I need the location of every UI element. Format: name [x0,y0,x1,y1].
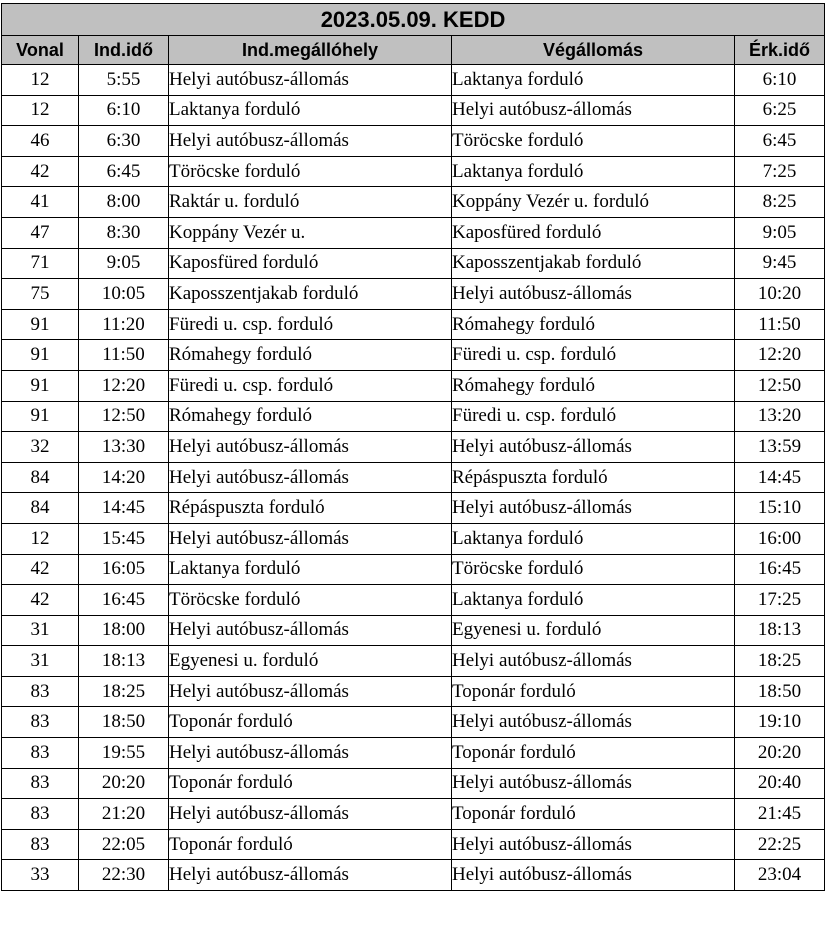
departure-stop-cell: Toponár forduló [169,768,452,799]
line-cell: 91 [2,309,79,340]
departure-time-cell: 14:45 [79,493,169,524]
line-cell: 42 [2,156,79,187]
line-cell: 31 [2,615,79,646]
table-row [2,554,825,585]
departure-time-cell: 14:20 [79,462,169,493]
departure-stop-cell: Helyi autóbusz-állomás [169,738,452,769]
line-cell: 71 [2,248,79,279]
departure-stop-cell: Helyi autóbusz-állomás [169,523,452,554]
column-header-terminus: Végállomás [452,36,735,65]
terminus-cell: Rómahegy forduló [452,309,735,340]
departure-time-cell: 6:45 [79,156,169,187]
table-row [2,615,825,646]
table-row [2,646,825,677]
departure-stop-cell: Toponár forduló [169,829,452,860]
departure-time-cell: 13:30 [79,432,169,463]
terminus-cell: Laktanya forduló [452,65,735,96]
departure-stop-cell: Répáspuszta forduló [169,493,452,524]
table-row [2,279,825,310]
terminus-cell: Töröcske forduló [452,554,735,585]
arrival-time-cell: 9:05 [735,217,825,248]
header-row [2,36,825,65]
terminus-cell: Rómahegy forduló [452,370,735,401]
departure-time-cell: 11:50 [79,340,169,371]
departure-stop-cell: Töröcske forduló [169,156,452,187]
departure-time-cell: 12:50 [79,401,169,432]
timetable [1,3,825,891]
terminus-cell: Toponár forduló [452,799,735,830]
arrival-time-cell: 16:45 [735,554,825,585]
line-cell: 84 [2,462,79,493]
table-row [2,340,825,371]
table-row [2,829,825,860]
terminus-cell: Helyi autóbusz-állomás [452,768,735,799]
line-cell: 83 [2,799,79,830]
departure-time-cell: 9:05 [79,248,169,279]
timetable-body [2,65,825,891]
departure-time-cell: 11:20 [79,309,169,340]
table-row [2,187,825,218]
column-header-arrival-time: Érk.idő [735,36,825,65]
departure-time-cell: 5:55 [79,65,169,96]
departure-time-cell: 19:55 [79,738,169,769]
departure-stop-cell: Rómahegy forduló [169,401,452,432]
line-cell: 42 [2,554,79,585]
table-row [2,370,825,401]
line-cell: 41 [2,187,79,218]
terminus-cell: Toponár forduló [452,738,735,769]
terminus-cell: Helyi autóbusz-állomás [452,860,735,891]
terminus-cell: Laktanya forduló [452,156,735,187]
departure-stop-cell: Kaposszentjakab forduló [169,279,452,310]
departure-time-cell: 8:00 [79,187,169,218]
arrival-time-cell: 20:40 [735,768,825,799]
column-header-line: Vonal [2,36,79,65]
line-cell: 31 [2,646,79,677]
departure-time-cell: 18:13 [79,646,169,677]
line-cell: 91 [2,401,79,432]
page-title: 2023.05.09. KEDD [2,4,825,36]
terminus-cell: Répáspuszta forduló [452,462,735,493]
departure-time-cell: 16:45 [79,585,169,616]
arrival-time-cell: 18:25 [735,646,825,677]
departure-stop-cell: Helyi autóbusz-állomás [169,860,452,891]
line-cell: 83 [2,676,79,707]
arrival-time-cell: 19:10 [735,707,825,738]
terminus-cell: Helyi autóbusz-állomás [452,707,735,738]
departure-stop-cell: Helyi autóbusz-állomás [169,65,452,96]
line-cell: 12 [2,523,79,554]
line-cell: 91 [2,370,79,401]
table-row [2,799,825,830]
arrival-time-cell: 20:20 [735,738,825,769]
arrival-time-cell: 12:20 [735,340,825,371]
terminus-cell: Laktanya forduló [452,523,735,554]
arrival-time-cell: 9:45 [735,248,825,279]
arrival-time-cell: 15:10 [735,493,825,524]
table-row [2,401,825,432]
departure-stop-cell: Helyi autóbusz-állomás [169,126,452,157]
departure-time-cell: 22:30 [79,860,169,891]
terminus-cell: Helyi autóbusz-állomás [452,646,735,677]
arrival-time-cell: 18:50 [735,676,825,707]
table-row [2,217,825,248]
table-row [2,493,825,524]
arrival-time-cell: 13:20 [735,401,825,432]
line-cell: 47 [2,217,79,248]
departure-time-cell: 6:30 [79,126,169,157]
line-cell: 42 [2,585,79,616]
line-cell: 91 [2,340,79,371]
terminus-cell: Füredi u. csp. forduló [452,401,735,432]
terminus-cell: Helyi autóbusz-állomás [452,829,735,860]
line-cell: 46 [2,126,79,157]
arrival-time-cell: 18:13 [735,615,825,646]
terminus-cell: Kaposfüred forduló [452,217,735,248]
arrival-time-cell: 21:45 [735,799,825,830]
table-row [2,309,825,340]
arrival-time-cell: 22:25 [735,829,825,860]
arrival-time-cell: 7:25 [735,156,825,187]
terminus-cell: Füredi u. csp. forduló [452,340,735,371]
arrival-time-cell: 6:25 [735,95,825,126]
table-row [2,95,825,126]
terminus-cell: Helyi autóbusz-állomás [452,95,735,126]
table-row [2,768,825,799]
arrival-time-cell: 23:04 [735,860,825,891]
arrival-time-cell: 6:45 [735,126,825,157]
line-cell: 83 [2,738,79,769]
departure-time-cell: 18:00 [79,615,169,646]
table-row [2,432,825,463]
departure-time-cell: 12:20 [79,370,169,401]
terminus-cell: Laktanya forduló [452,585,735,616]
line-cell: 12 [2,65,79,96]
departure-stop-cell: Koppány Vezér u. [169,217,452,248]
departure-stop-cell: Laktanya forduló [169,554,452,585]
terminus-cell: Egyenesi u. forduló [452,615,735,646]
arrival-time-cell: 11:50 [735,309,825,340]
departure-time-cell: 18:50 [79,707,169,738]
departure-stop-cell: Toponár forduló [169,707,452,738]
departure-stop-cell: Helyi autóbusz-állomás [169,799,452,830]
line-cell: 75 [2,279,79,310]
table-row [2,126,825,157]
departure-stop-cell: Rómahegy forduló [169,340,452,371]
terminus-cell: Helyi autóbusz-állomás [452,493,735,524]
line-cell: 32 [2,432,79,463]
line-cell: 83 [2,707,79,738]
table-row [2,738,825,769]
departure-stop-cell: Laktanya forduló [169,95,452,126]
table-row [2,707,825,738]
arrival-time-cell: 16:00 [735,523,825,554]
table-row [2,676,825,707]
arrival-time-cell: 10:20 [735,279,825,310]
departure-time-cell: 18:25 [79,676,169,707]
arrival-time-cell: 6:10 [735,65,825,96]
arrival-time-cell: 8:25 [735,187,825,218]
departure-time-cell: 8:30 [79,217,169,248]
table-row [2,860,825,891]
line-cell: 33 [2,860,79,891]
table-row [2,462,825,493]
table-row [2,156,825,187]
terminus-cell: Helyi autóbusz-állomás [452,432,735,463]
departure-time-cell: 21:20 [79,799,169,830]
departure-time-cell: 15:45 [79,523,169,554]
arrival-time-cell: 14:45 [735,462,825,493]
departure-time-cell: 20:20 [79,768,169,799]
departure-stop-cell: Egyenesi u. forduló [169,646,452,677]
arrival-time-cell: 17:25 [735,585,825,616]
departure-time-cell: 10:05 [79,279,169,310]
departure-stop-cell: Füredi u. csp. forduló [169,370,452,401]
departure-stop-cell: Helyi autóbusz-állomás [169,615,452,646]
departure-stop-cell: Töröcske forduló [169,585,452,616]
arrival-time-cell: 12:50 [735,370,825,401]
departure-stop-cell: Helyi autóbusz-állomás [169,462,452,493]
column-header-departure-time: Ind.idő [79,36,169,65]
terminus-cell: Kaposszentjakab forduló [452,248,735,279]
arrival-time-cell: 13:59 [735,432,825,463]
table-row [2,585,825,616]
line-cell: 83 [2,768,79,799]
line-cell: 84 [2,493,79,524]
departure-stop-cell: Helyi autóbusz-állomás [169,676,452,707]
line-cell: 12 [2,95,79,126]
table-row [2,248,825,279]
departure-stop-cell: Raktár u. forduló [169,187,452,218]
terminus-cell: Toponár forduló [452,676,735,707]
departure-stop-cell: Helyi autóbusz-állomás [169,432,452,463]
column-header-departure-stop: Ind.megállóhely [169,36,452,65]
table-row [2,65,825,96]
departure-time-cell: 16:05 [79,554,169,585]
table-row [2,523,825,554]
terminus-cell: Koppány Vezér u. forduló [452,187,735,218]
departure-stop-cell: Kaposfüred forduló [169,248,452,279]
departure-time-cell: 22:05 [79,829,169,860]
departure-time-cell: 6:10 [79,95,169,126]
line-cell: 83 [2,829,79,860]
terminus-cell: Helyi autóbusz-állomás [452,279,735,310]
departure-stop-cell: Füredi u. csp. forduló [169,309,452,340]
terminus-cell: Töröcske forduló [452,126,735,157]
